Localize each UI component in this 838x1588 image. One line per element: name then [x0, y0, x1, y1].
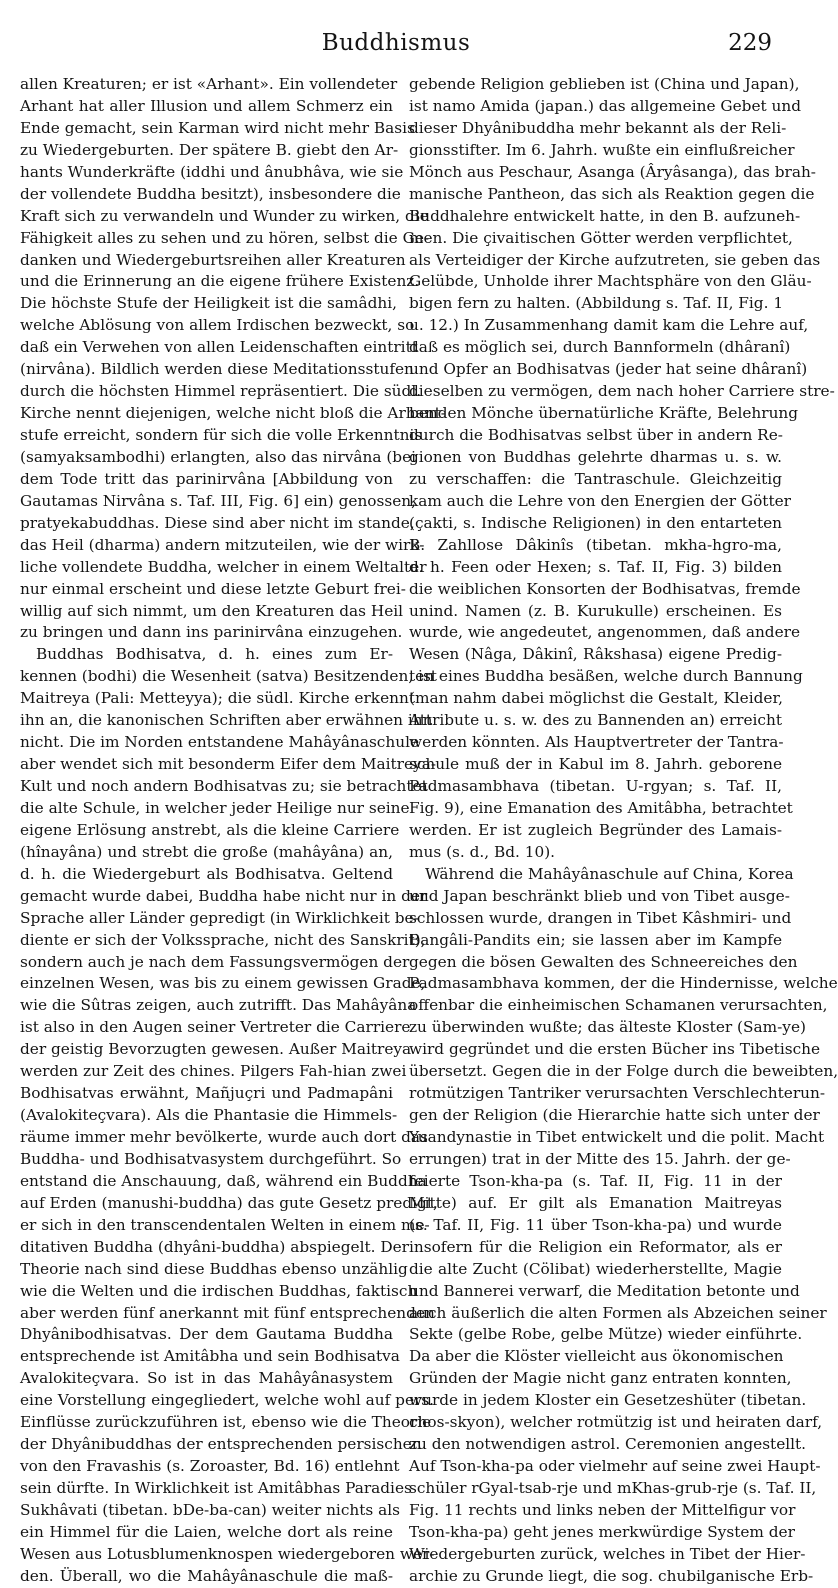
- running-head: [20, 30, 772, 60]
- text-line: Sprache aller Länder gepredigt (in Wirklichkeit be-: [20, 908, 419, 927]
- text-line: Kult und noch andern Bodhisatvas zu; sie betrachtet: [20, 777, 428, 795]
- text-line: manische Pantheon, das sich als Reaktion gegen die: [409, 184, 815, 203]
- text-line: ten eines Buddha besäßen, welche durch Bannung: [409, 667, 803, 686]
- text-line: entsprechende ist Amitâbha und sein Bodhisatva: [20, 1347, 400, 1366]
- text-line: archie zu Grunde liegt, die sog. chubilganische Erb-: [409, 1566, 814, 1585]
- text-line: (man nahm dabei möglichst die Gestalt, Kleider,: [409, 689, 783, 708]
- text-line: gionen von Buddhas gelehrte dharmas u. s. w.: [409, 447, 782, 466]
- text-line: d. h. die Wiedergeburt als Bodhisatva. Geltend: [20, 864, 393, 883]
- text-line: werden könnten. Als Hauptvertreter der Tantra-: [409, 733, 784, 752]
- text-line: Gründen der Magie nicht ganz entraten konnten,: [409, 1369, 792, 1388]
- text-line: ihn an, die kanonischen Schriften aber erwähnen ihn: [20, 711, 433, 730]
- text-line: Padmasambhava kommen, der die Hindernisse, welche: [409, 974, 838, 993]
- text-line: aber werden fünf anerkannt mit fünf entsprechenden: [20, 1303, 435, 1322]
- text-line: chos-skyon), welcher rotmützig ist und heiraten darf,: [409, 1413, 823, 1432]
- text-line: Buddha- und Bodhisatvasystem durchgeführt. So: [20, 1149, 402, 1168]
- text-line: den. Überall, wo die Mahâyânaschule die maß-: [20, 1566, 393, 1585]
- text-line: eine Vorstellung eingegliedert, welche wohl auf pers.: [20, 1391, 435, 1410]
- text-line: benden Mönche übernatürliche Kräfte, Belehrung: [409, 404, 799, 423]
- text-line: kennen (bodhi) die Wesenheit (satva) Besitzenden, ist: [20, 667, 437, 686]
- text-line: Bodhisatvas erwähnt, Mañjuçri und Padmapâni: [20, 1084, 393, 1103]
- text-line: Gautamas Nirvâna s. Taf. III, Fig. 6] ein) genossen,: [20, 491, 416, 510]
- text-line: gebende Religion geblieben ist (China und Japan),: [409, 75, 800, 93]
- text-line: u. 12.) In Zusammenhang damit kam die Lehre auf,: [409, 316, 809, 335]
- text-line: werden. Er ist zugleich Begründer des Lamais-: [409, 820, 782, 839]
- text-line: das Heil (dharma) andern mitzuteilen, wie der wirk-: [20, 535, 425, 554]
- text-line: Tson-kha-pa) geht jenes merkwürdige System der: [409, 1522, 795, 1541]
- text-line: (nirvâna). Bildlich werden diese Meditationsstufen: [20, 360, 414, 379]
- text-line: gegen die bösen Gewalten des Schneereiches den: [409, 952, 798, 971]
- text-line: Dhyânibodhisatvas. Der dem Gautama Buddha: [20, 1325, 393, 1344]
- text-line: pratyekabuddhas. Diese sind aber nicht im stande,: [20, 513, 415, 532]
- running-title: Buddhismus: [321, 30, 471, 56]
- text-line: räume immer mehr bevölkerte, wurde auch dort das: [20, 1128, 428, 1146]
- text-line: aber wendet sich mit besonderm Eifer dem Maitreya-: [20, 755, 436, 774]
- text-line: Wiedergeburten zurück, welches in Tibet der Hier-: [409, 1544, 806, 1563]
- text-line: stufe erreicht, sondern für sich die volle Erkenntnis: [20, 426, 423, 444]
- text-line: (s. Taf. II, Fig. 11 über Tson-kha-pa) und wurde: [409, 1215, 782, 1234]
- text-line: gen der Religion (die Hierarchie hatte sich unter der: [409, 1106, 820, 1125]
- text-line: insofern für die Religion ein Reformator, als er: [409, 1237, 782, 1256]
- text-line: (çakti, s. Indische Religionen) in den entarteten: [409, 513, 782, 532]
- text-line: Sekte (gelbe Robe, gelbe Mütze) wieder einführte.: [409, 1325, 803, 1344]
- text-line: durch die Bodhisatvas selbst über in andern Re-: [409, 426, 783, 444]
- text-line: dem Tode tritt das parinirvâna [Abbildung von: [20, 469, 393, 488]
- text-line: dieser Dhyânibuddha mehr bekannt als der Reli-: [409, 118, 787, 137]
- text-line: Kraft sich zu verwandeln und Wunder zu wirken, die: [20, 206, 429, 225]
- text-line: wie die Sûtras zeigen, auch zutrifft. Das Mahâyâna: [20, 996, 417, 1015]
- text-line: Ende gemacht, sein Karman wird nicht mehr Basis: [20, 118, 415, 137]
- text-line: Theorie nach sind diese Buddhas ebenso unzählig: [20, 1259, 408, 1278]
- text-line: (samyaksambodhi) erlangten, also das nirvâna (bei: [20, 447, 417, 466]
- text-line: wurde in jedem Kloster ein Gesetzeshüter (tibetan.: [409, 1391, 807, 1410]
- text-line: kam auch die Lehre von den Energien der Götter: [409, 491, 791, 510]
- text-line: Auf Tson-kha-pa oder vielmehr auf seine zwei Haupt-: [409, 1457, 821, 1476]
- text-line: Während die Mahâyânaschule auf China, Korea: [425, 864, 794, 883]
- text-line: die weiblichen Konsorten der Bodhisatvas, fremde: [409, 579, 801, 598]
- text-line: eigene Erlösung anstrebt, als die kleine Carriere: [20, 820, 400, 839]
- text-line: wie die Welten und die irdischen Buddhas, faktisch: [20, 1281, 418, 1300]
- text-line: entstand die Anschauung, daß, während ein Buddha: [20, 1171, 427, 1190]
- text-line: nur einmal erscheint und diese letzte Geburt frei-: [20, 579, 406, 598]
- text-line: nicht. Die im Norden entstandene Mahâyânaschule: [20, 733, 420, 752]
- text-line: Fähigkeit alles zu sehen und zu hören, selbst die Ge-: [20, 228, 430, 247]
- text-line: Die höchste Stufe der Heiligkeit ist die samâdhi,: [20, 294, 397, 313]
- text-line: auch äußerlich die alten Formen als Abzeichen seiner: [409, 1303, 827, 1322]
- text-line: ein Himmel für die Laien, welche dort als reine: [20, 1522, 393, 1541]
- text-line: Wesen (Nâga, Dâkinî, Râkshasa) eigene Predig-: [409, 645, 782, 664]
- text-line: Yuandynastie in Tibet entwickelt und die polit. Macht: [409, 1128, 825, 1146]
- text-line: er sich in den transcendentalen Welten in einem me-: [20, 1215, 430, 1234]
- text-line: Buddhalehre entwickelt hatte, in den B. aufzuneh-: [409, 206, 801, 225]
- text-line: ist namo Amida (japan.) das allgemeine Gebet und: [409, 96, 802, 115]
- text-line: wird gegründet und die ersten Bücher ins Tibetische: [409, 1040, 821, 1059]
- text-line: ist also in den Augen seiner Vertreter die Carriere: [20, 1018, 411, 1037]
- text-line: Avalokiteçvara. So ist in das Mahâyânasystem: [20, 1369, 393, 1388]
- text-line: zu den notwendigen astrol. Ceremonien angestellt.: [409, 1435, 807, 1454]
- text-line: feierte Tson-kha-pa (s. Taf. II, Fig. 11 in der: [409, 1171, 782, 1190]
- text-line: Sukhâvati (tibetan. bDe-ba-can) weiter nichts als: [20, 1500, 400, 1519]
- text-line: die alte Schule, in welcher jeder Heilige nur seine: [20, 798, 410, 817]
- text-line: und die Erinnerung an die eigene frühere Existenz.: [20, 272, 420, 291]
- text-line: Bangâli-Pandits ein; sie lassen aber im Kampfe: [409, 930, 782, 949]
- left-column: [20, 74, 446, 1588]
- text-line: Kirche nennt diejenigen, welche nicht bloß die Arhant-: [20, 404, 446, 423]
- text-line: Padmasambhava (tibetan. U-rgyan; s. Taf. II,: [409, 777, 782, 795]
- text-line: Da aber die Klöster vielleicht aus ökonomischen: [409, 1347, 784, 1366]
- text-line: als Verteidiger der Kirche aufzutreten, sie geben das: [409, 250, 821, 269]
- text-line: B. Zahllose Dâkinîs (tibetan. mkha-hgro-ma,: [409, 535, 782, 554]
- text-line: Attribute u. s. w. des zu Bannenden an) erreicht: [409, 711, 782, 730]
- text-line: der geistig Bevorzugten gewesen. Außer Maitreya: [20, 1040, 412, 1059]
- text-line: durch die höchsten Himmel repräsentiert. Die südl.: [20, 382, 422, 401]
- text-line: diente er sich der Volkssprache, nicht des Sanskrit),: [20, 930, 426, 949]
- text-line: rotmützigen Tantriker verursachten Verschlechterun-: [409, 1084, 826, 1103]
- text-line: von den Fravashis (s. Zoroaster, Bd. 16) entlehnt: [20, 1457, 400, 1476]
- text-line: offenbar die einheimischen Schamanen verursachten,: [409, 996, 828, 1015]
- right-column: [409, 74, 838, 1588]
- text-line: Einflüsse zurückzuführen ist, ebenso wie die Theorie: [20, 1413, 432, 1432]
- text-line: zu überwinden wußte; das älteste Kloster (Sam-ye): [409, 1018, 806, 1037]
- text-line: der Dhyânibuddhas der entsprechenden persischen: [20, 1435, 422, 1454]
- text-line: errungen) trat in der Mitte des 15. Jahrh. der ge-: [409, 1149, 791, 1168]
- text-line: schüler rGyal-tsab-rje und mKhas-grub-rje (s. Taf. II,: [409, 1479, 817, 1497]
- text-line: willig auf sich nimmt, um den Kreaturen das Heil: [20, 601, 404, 620]
- text-line: ditativen Buddha (dhyâni-buddha) abspiegelt. Der: [20, 1237, 409, 1256]
- text-line: unind. Namen (z. B. Kurukulle) erscheinen. Es: [409, 601, 782, 620]
- text-line: die alte Zucht (Cölibat) wiederherstellte, Magie: [409, 1259, 782, 1278]
- text-line: daß es möglich sei, durch Bannformeln (dhâranî): [409, 338, 791, 357]
- text-line: einzelnen Wesen, was bis zu einem gewissen Grade,: [20, 974, 426, 993]
- text-line: der vollendete Buddha besitzt), insbesondere die: [20, 184, 401, 203]
- text-line: Maitreya (Pali: Metteyya); die südl. Kirche erkennt: [20, 689, 415, 708]
- text-line: Fig. 9), eine Emanation des Amitâbha, betrachtet: [409, 798, 793, 817]
- text-line: Mitte) auf. Er gilt als Emanation Maitreyas: [409, 1193, 782, 1212]
- text-line: mus (s. d., Bd. 10).: [409, 842, 556, 861]
- text-line: Buddhas Bodhisatva, d. h. eines zum Er-: [36, 645, 393, 664]
- text-line: schlossen wurde, drangen in Tibet Kâshmiri- und: [409, 908, 792, 927]
- text-line: (Avalokiteçvara). Als die Phantasie die Himmels-: [20, 1106, 398, 1125]
- text-line: zu verschaffen: die Tantraschule. Gleichzeitig: [409, 469, 782, 488]
- text-line: dieselben zu vermögen, dem nach hoher Carriere stre-: [409, 382, 835, 401]
- text-line: zu Wiedergeburten. Der spätere B. giebt den Ar-: [20, 140, 399, 159]
- text-line: auf Erden (manushi-buddha) das gute Gesetz predigt,: [20, 1193, 438, 1212]
- text-columns: [20, 74, 838, 1588]
- text-line: Wesen aus Lotusblumenknospen wiedergeboren wer-: [20, 1544, 435, 1563]
- text-line: Fig. 11 rechts und links neben der Mittelfigur vor: [409, 1500, 796, 1519]
- text-line: und Opfer an Bodhisatvas (jeder hat seine dhâranî): [409, 360, 808, 379]
- text-line: allen Kreaturen; er ist «Arhant». Ein vollendeter: [20, 75, 398, 93]
- text-line: übersetzt. Gegen die in der Folge durch die beweibten,: [409, 1062, 838, 1081]
- text-line: men. Die çivaitischen Götter werden verpflichtet,: [409, 228, 793, 247]
- text-line: sein dürfte. In Wirklichkeit ist Amitâbhas Paradies: [20, 1479, 412, 1497]
- text-line: sondern auch je nach dem Fassungsvermögen der: [20, 952, 410, 971]
- text-line: gemacht wurde dabei, Buddha habe nicht nur in der: [20, 886, 428, 905]
- text-line: danken und Wiedergeburtsreihen aller Kreaturen: [20, 250, 406, 269]
- text-line: gionsstifter. Im 6. Jahrh. wußte ein einflußreicher: [409, 140, 795, 159]
- text-line: d. h. Feen oder Hexen; s. Taf. II, Fig. 3) bilden: [409, 557, 782, 576]
- text-line: daß ein Verwehen von allen Leidenschaften eintritt: [20, 338, 418, 357]
- text-line: hants Wunderkräfte (iddhi und ânubhâva, wie sie: [20, 162, 404, 181]
- text-line: welche Ablösung von allem Irdischen bezweckt, so: [20, 316, 415, 335]
- text-line: zu bringen und dann ins parinirvâna einzugehen.: [20, 623, 403, 642]
- text-line: schule muß der in Kabul im 8. Jahrh. geborene: [409, 755, 782, 774]
- text-line: werden zur Zeit des chines. Pilgers Fah-hian zwei: [20, 1062, 407, 1081]
- text-line: wurde, wie angedeutet, angenommen, daß andere: [409, 623, 801, 642]
- text-line: bigen fern zu halten. (Abbildung s. Taf. II, Fig. 1: [409, 294, 784, 313]
- text-line: liche vollendete Buddha, welcher in einem Weltalter: [20, 557, 427, 576]
- text-line: Arhant hat aller Illusion und allem Schmerz ein: [20, 96, 393, 115]
- text-line: und Bannerei verwarf, die Meditation betonte und: [409, 1281, 800, 1300]
- text-line: Gelübde, Unholde ihrer Machtsphäre von den Gläu-: [409, 272, 812, 291]
- text-line: Mönch aus Peschaur, Asanga (Âryâsanga), das brah-: [409, 162, 816, 181]
- text-line: und Japan beschränkt blieb und von Tibet ausge-: [409, 886, 790, 905]
- page-number: 229: [728, 30, 772, 56]
- text-line: (hînayâna) und strebt die große (mahâyâna) an,: [20, 842, 393, 861]
